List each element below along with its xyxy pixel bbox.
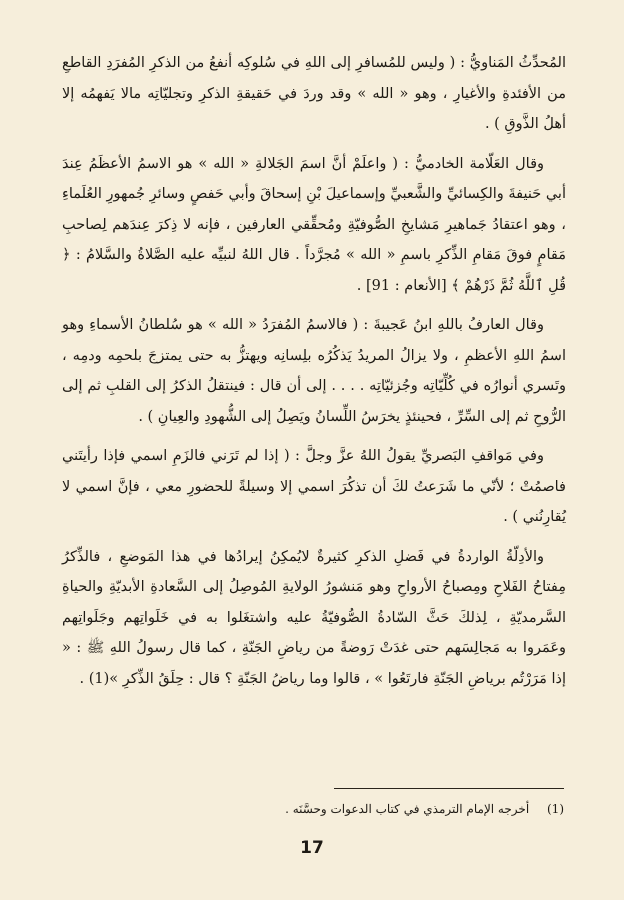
footnote: [64, 800, 564, 818]
paragraph-evidence: والأدِلّةُ الواردةُ في فَضلِ الذكرِ كثيرةٌ لايُمكِنُ إيرادُها في هذا المَوضعِ ، فالذِّكرُ مِفتاحُ الفَلاحِ ومِصباحُ الأرواحِ وهو مَنشورُ الولايةِ المُوصِلُ إلى السَّعادةِ الأبديّةِ والحياةِ السَّرمديّةِ ، لِذلكَ حَثَّ السّادةُ الصُّوفيّةُ عليه واشتغَلوا به في خَلَواتِهم وجَلَواتِهم وعَمَروا به مَجالِسَهم حتى غدَتْ رَوضةً من رياضِ الجَنّةِ ، كما قال رسولُ اللهِ ﷺ : « إذا مَرَرْتُم برياضِ الجَنّةِ فارتَعُوا » ، قالوا وما رياضُ الجَنّةِ ؟ قال : حِلَقُ الذِّكرِ »(1) .: [62, 548, 566, 687]
footnote-text: أخرجه الإمام الترمذي في كتاب الدعوات وحسَّنَه .: [285, 802, 530, 816]
paragraph-ibn-ajiba: وقال العارفُ باللهِ ابنُ عَجيبةَ : ( فالاسمُ المُفرَدُ « الله » هو سُلطانُ الأسماءِ وهو اسمُ اللهِ الأعظمِ ، ولا يزالُ المريدُ يَذكُرُه بلِسانِه ويهتزُّ به حتى يمتزجَ بلحمِه ودمِه ، وتَسري أنوارُه في كُلِّيّاتِه وجُزئيّاتِه . . . . إلى أن قال : فينتقلُ الذكرُ إلى القلبِ ثم إلى الرُّوحِ ثم إلى السِّرِّ ، فحينئذٍ يخرَسُ اللِّسانُ ويَصِلُ إلى الشُّهودِ والعِيانِ ) .: [62, 317, 566, 425]
paragraph-manawi: المُحدِّثُ المَناويُّ : ( وليس للمُسافرِ إلى اللهِ في سُلوكِه أنفعُ من الذكرِ المُفرَدِ القاطعِ من الأفئدةِ والأغيارِ ، وهو « الله » وقد وردَ في حَقيقةِ الذكرِ وتجليّاتِه مالا يَفهمُه إلا أهلُ الذَّوقِ ) .: [62, 55, 566, 132]
paragraph-basri: وفي مَواقفِ البَصريِّ يقولُ اللهُ عزَّ وجلَّ : ( إذا لم تَرَني فالزَمِ اسمي فإذا رأيتَني فاصمُتْ ؛ لأنّي ما شَرَعتُ لكَ أن تذكُرَ اسمي إلا وسيلةً للحضورِ معي ، فإنَّ اسمي لا يُقارِنُني ) .: [62, 448, 566, 525]
footnote-number: (1): [546, 802, 564, 816]
paragraph-khadimi: وقال العَلّامة الخادميُّ : ( واعلَمْ أنَّ اسمَ الجَلالةِ « الله » هو الاسمُ الأعظَمُ عِندَ أبي حَنيفةَ والكِسائيِّ والشَّعبيِّ وإسماعيلَ بْنِ إسحاقَ وأبي حَفصٍ وسائرِ جُمهورِ العُلَماءِ ، وهو اعتقادُ جَماهيرِ مَشايخِ الصُّوفيّةِ ومُحقِّقي العارفين ، فإنه لا ذِكرَ عِندَهم لِصاحبِ مَقامٍ فوقَ مَقامِ الذِّكرِ باسمِ « الله » مُجرَّداً . قال اللهُ لنبيِّه عليه الصَّلاةُ والسَّلامُ : ﴿ قُلِ ٱللَّهُ ثُمَّ ذَرْهُمْ ﴾ [الأنعام : 91] .: [62, 155, 566, 294]
page-number: 17: [300, 838, 324, 858]
footnote-divider: [334, 788, 564, 789]
